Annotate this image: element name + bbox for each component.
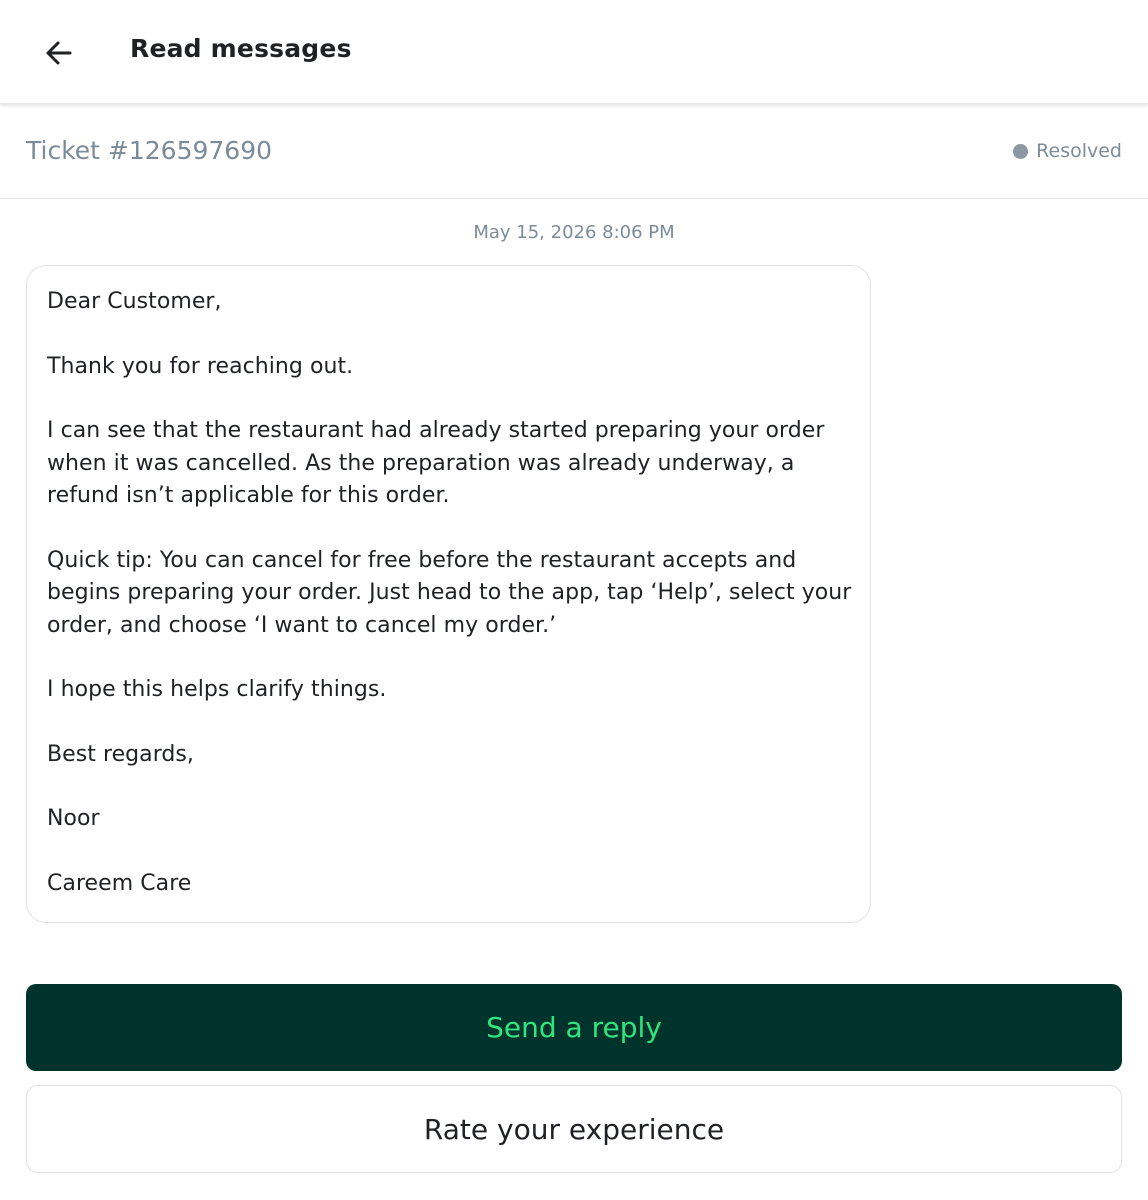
send-reply-button[interactable]: Send a reply [26, 984, 1122, 1071]
message-team-name: Careem Care [47, 870, 192, 896]
ticket-bar [0, 104, 1148, 199]
app-header [0, 0, 1148, 104]
ticket-id: Ticket #126597690 [26, 136, 273, 165]
message-timestamp: May 15, 2026 8:06 PM [473, 222, 675, 243]
message-greeting: Dear Customer, [47, 289, 222, 314]
message-card [26, 265, 871, 923]
message-signoff: Best regards, [47, 741, 194, 767]
status-dot-icon [1013, 144, 1028, 159]
arrow-left-icon [44, 38, 74, 68]
status-label: Resolved [1036, 140, 1122, 162]
message-paragraph: Thank you for reaching out. [47, 353, 354, 379]
status-badge [1013, 140, 1122, 162]
message-paragraph: I hope this helps clarify things. [47, 677, 387, 702]
message-paragraph: Quick tip: You can cancel for free before the restaurant accepts and begins preparing your order. Just head to the app, tap ‘Help’, select your order, and choose ‘I want to cancel my order.’ [47, 547, 852, 638]
page-title: Read messages [130, 34, 352, 63]
message-paragraph: I can see that the restaurant had already started preparing your order when it was cancelled. As the preparation was already underway, a refund isn’t applicable for this order. [47, 418, 825, 508]
message-agent-name: Noor [47, 806, 100, 831]
back-button[interactable] [36, 30, 82, 76]
rate-experience-button[interactable]: Rate your experience [26, 1085, 1122, 1173]
